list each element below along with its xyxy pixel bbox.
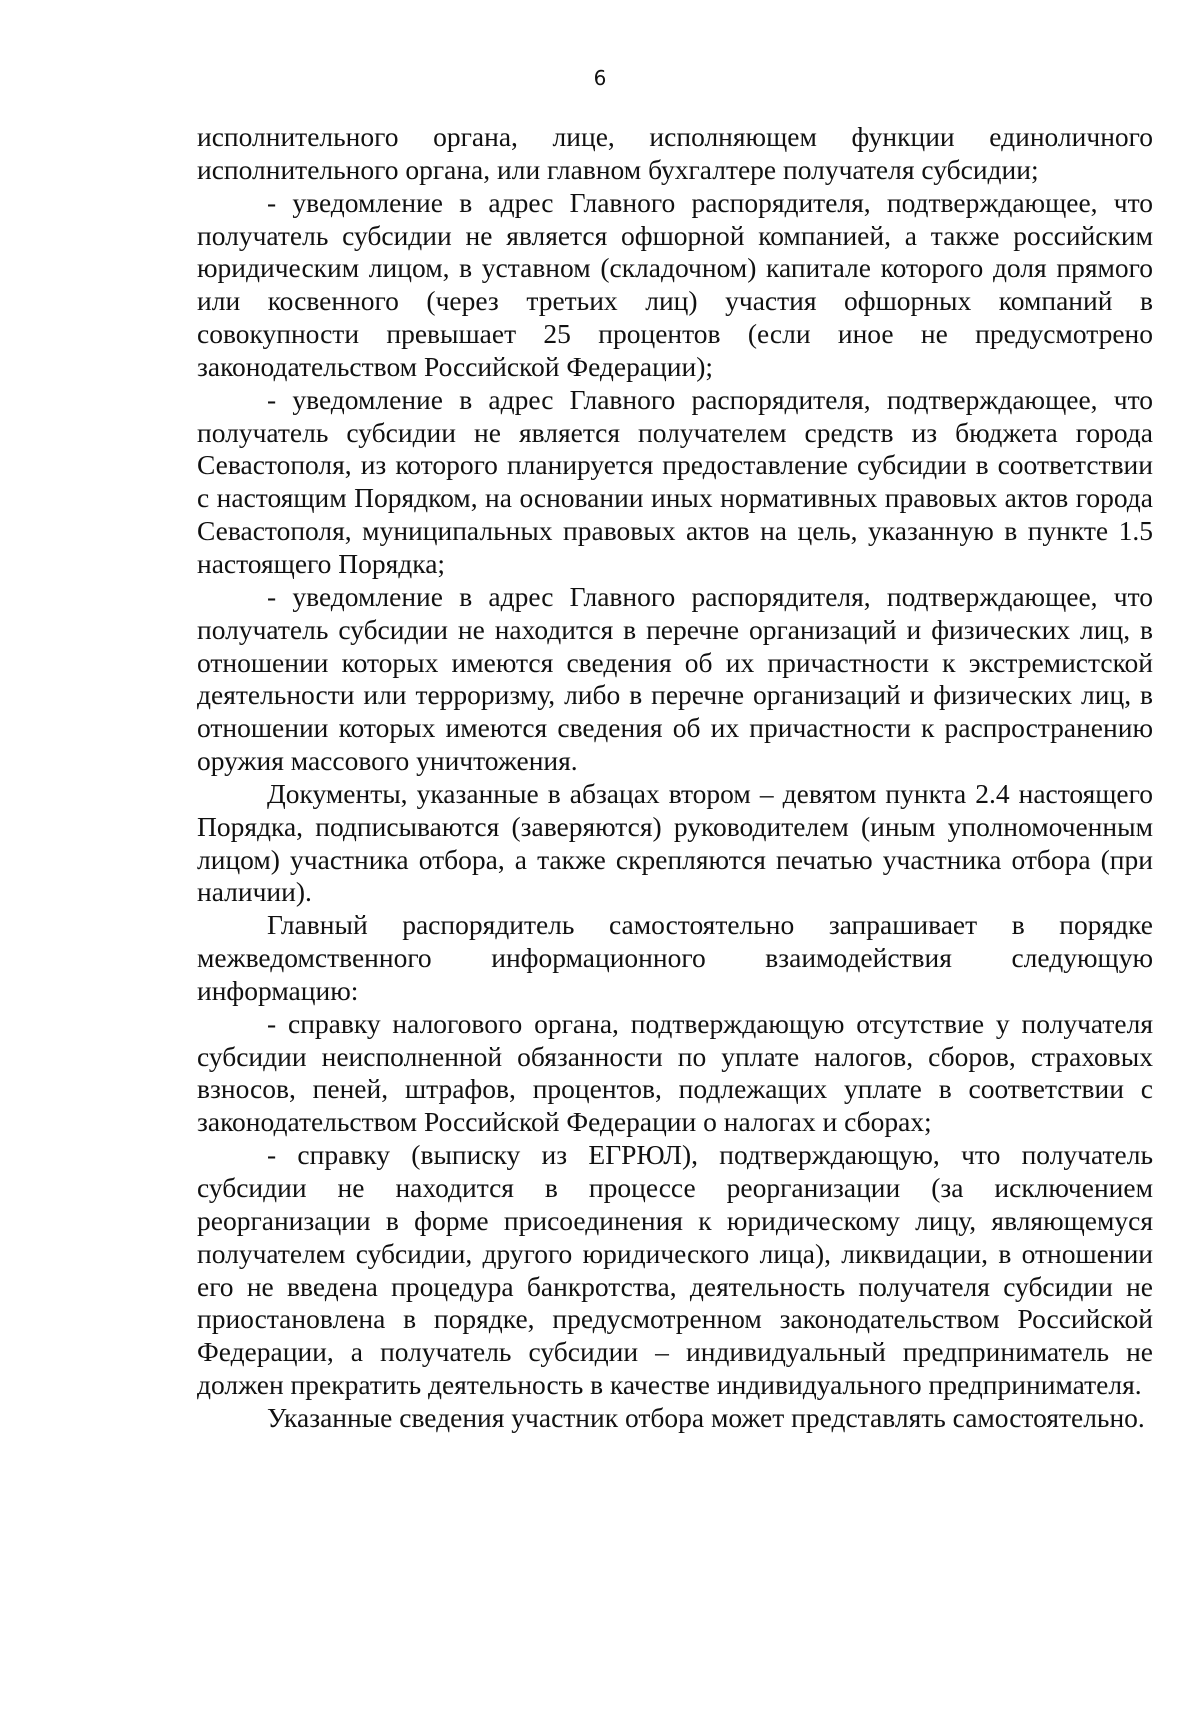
paragraph-extremism-notice: - уведомление в адрес Главного распорядителя, подтверждающее, что получатель субсидии не находится в перечне организаций и физических лиц, в отношении которых имеются сведения об их причастности к экстремистской деятельности или терроризму, либо в перечне организаций и физических лиц, в отношении которых имеются сведения об их причастности к распространению оружия массового уничтожения. (197, 580, 1153, 777)
document-body (197, 121, 1153, 1435)
paragraph-documents-signing: Документы, указанные в абзацах втором – девятом пункта 2.4 настоящего Порядка, подписываются (заверяются) руководителем (иным уполномоченным лицом) участника отбора, а также скрепляются печатью участника отбора (при наличии). (197, 777, 1153, 908)
paragraph-budget-notice: - уведомление в адрес Главного распорядителя, подтверждающее, что получатель субсидии не является получателем средств из бюджета города Севастополя, из которого планируется предоставление субсидии в соответствии с настоящим Порядком, на основании иных нормативных правовых актов города Севастополя, муниципальных правовых актов на цель, указанную в пункте 1.5 настоящего Порядка; (197, 383, 1153, 579)
paragraph-offshore-notice: - уведомление в адрес Главного распорядителя, подтверждающее, что получатель субсидии не является офшорной компанией, а также российским юридическим лицом, в уставном (складочном) капитале которого доля прямого или косвенного (через третьих лиц) участия офшорных компаний в совокупности превышает 25 процентов (если иное не предусмотрено законодательством Российской Федерации); (197, 186, 1153, 382)
paragraph-self-submission: Указанные сведения участник отбора может представлять самостоятельно. (267, 1401, 1145, 1433)
paragraph-continuation: исполнительного органа, лице, исполняющем функции единоличного исполнительного органа, или главном бухгалтере получателя субсидии; (197, 121, 1153, 185)
page-number: 6 (593, 66, 607, 90)
paragraph-tax-certificate: - справку налогового органа, подтверждающую отсутствие у получателя субсидии неисполненной обязанности по уплате налогов, сборов, страховых взносов, пеней, штрафов, процентов, подлежащих уплате в соответствии с законодательством Российской Федерации о налогах и сборах; (197, 1007, 1153, 1138)
paragraph-interagency-request: Главный распорядитель самостоятельно запрашивает в порядке межведомственного информационного взаимодействия следующую информацию: (197, 909, 1153, 1006)
paragraph-egrul-extract: - справку (выписку из ЕГРЮЛ), подтверждающую, что получатель субсидии не находится в процессе реорганизации (за исключением реорганизации в форме присоединения к юридическому лицу, являющемуся получателем субсидии, другого юридического лица), ликвидации, в отношении его не введена процедура банкротства, деятельность получателя субсидии не приостановлена в порядке, предусмотренном законодательством Российской Федерации, а получатель субсидии – индивидуальный предприниматель не должен прекратить деятельность в качестве индивидуального предпринимателя. (197, 1139, 1153, 1401)
